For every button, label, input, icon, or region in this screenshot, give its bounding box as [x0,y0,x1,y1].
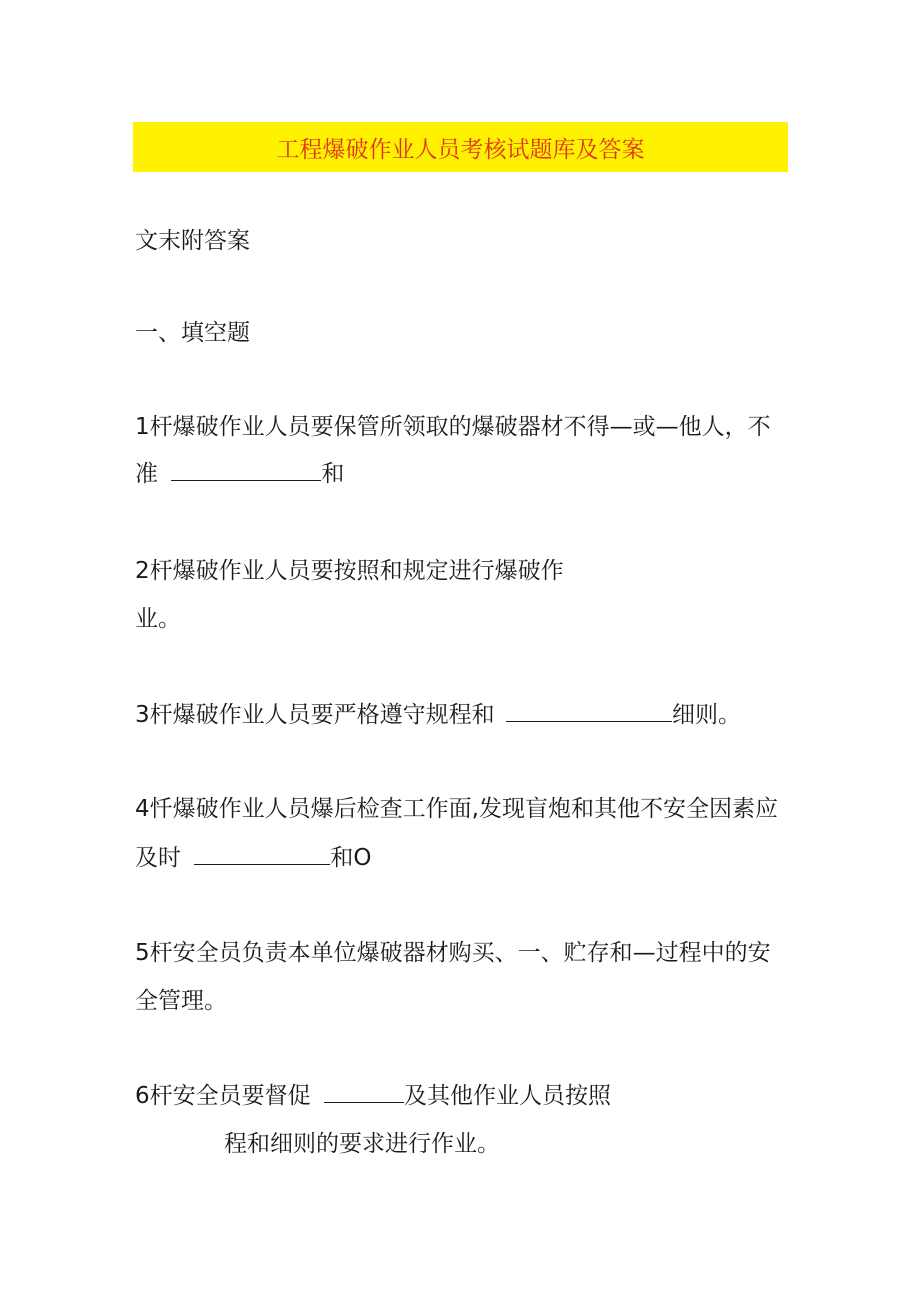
question-2-line-2: 业。 [135,606,181,632]
question-6-suffix: 及其他作业人员按照 [403,1083,611,1109]
document-title: 工程爆破作业人员考核试题库及答案 [276,136,645,163]
question-1-prefix: 准 [135,461,158,487]
section-heading: 一、填空题 [135,320,250,346]
question-1-suffix: 和 [321,461,345,487]
question-5-line-2: 全管理。 [135,988,227,1014]
question-4-prefix: 及时 [135,845,181,871]
question-6-line-2: 程和细则的要求进行作业。 [224,1131,500,1157]
question-1-line-2 [135,459,344,489]
question-4-line-1: 4忏爆破作业人员爆后检查工作面,发现盲炮和其他不安全因素应 [135,796,778,822]
question-3-prefix: 3杆爆破作业人员要严格遵守规程和 [135,702,495,728]
question-1-blank[interactable] [171,460,321,481]
question-5-line-1: 5杆安全员负责本单位爆破器材购买、一、贮存和—过程中的安 [135,940,771,966]
question-6-prefix: 6杆安全员要督促 [135,1083,311,1109]
question-6-blank[interactable] [324,1082,404,1103]
title-banner [133,122,788,172]
question-3-suffix: 细则。 [671,702,741,728]
question-3-blank[interactable] [506,701,672,722]
question-2-line-1: 2杆爆破作业人员要按照和规定进行爆破作 [135,558,564,584]
answer-note: 文末附答案 [135,228,250,254]
question-4-blank[interactable] [194,844,330,865]
question-3-line-1 [135,700,741,730]
question-4-line-2 [135,843,371,873]
question-4-suffix: 和O [330,845,372,871]
question-1-line-1: 1杆爆破作业人员要保管所领取的爆破器材不得—或—他人，不 [135,414,771,440]
question-6-line-1 [135,1081,611,1111]
